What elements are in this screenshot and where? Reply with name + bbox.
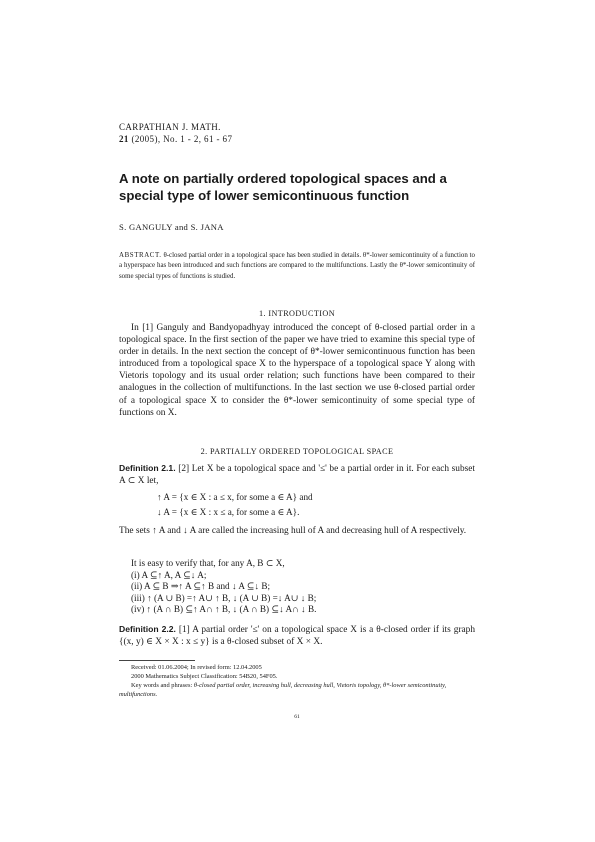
property-item: (iv) ↑ (A ∩ B) ⊆↑ A∩ ↑ B, ↓ (A ∩ B) ⊆↓ A∩ ↓ B.	[131, 604, 317, 615]
property-item: (i) A ⊆↑ A, A ⊆↓ A;	[131, 569, 207, 580]
issue-pages: (2005), No. 1 - 2, 61 - 67	[128, 134, 233, 144]
definition-2-1-label: Definition 2.1.	[119, 463, 176, 473]
definition-2-2-text: [1] A partial order '≤' on a topological space X is a θ-closed order if its graph {(x, y) ∈ X × X : x ≤ y} is a θ-closed subset of X × X.	[119, 625, 475, 648]
introduction-body	[119, 322, 475, 419]
journal-name: CARPATHIAN J. MATH.	[119, 122, 221, 132]
received-date: Received: 01.06.2004; In revised form: 12.04.2005	[131, 664, 262, 671]
properties-intro: It is easy to verify that, for any A, B ⊂ X,	[131, 558, 285, 568]
hull-properties	[119, 558, 475, 616]
definition-2-2	[119, 623, 475, 648]
msc-codes: 54B20, 54F05.	[237, 672, 278, 680]
authors: S. GANGULY and S. JANA	[119, 222, 224, 232]
definition-2-1-text: [2] Let X be a topological space and '≤' be a partial order in it. For each subset A ⊂ X let,	[119, 464, 475, 487]
msc-classification	[131, 673, 475, 682]
msc-label: 2000 Mathematics Subject Classification:	[131, 672, 238, 680]
property-item: (ii) A ⊆ B ⇒↑ A ⊆↑ B and ↓ A ⊆↓ B;	[131, 581, 271, 592]
footnote-rule	[119, 660, 195, 661]
section-heading-introduction: 1. INTRODUCTION	[258, 309, 336, 318]
hull-remark-text: The sets ↑ A and ↓ A are called the increasing hull of A and decreasing hull of A respectively.	[119, 526, 467, 536]
page-number: 61	[294, 714, 300, 720]
section-heading-posets: 2. PARTIALLY ORDERED TOPOLOGICAL SPACE	[200, 447, 394, 456]
keywords-label: Key words and phrases:	[131, 682, 193, 689]
abstract	[119, 251, 475, 282]
definition-2-1	[119, 462, 475, 487]
definition-2-2-label: Definition 2.2.	[119, 624, 176, 634]
abstract-label: ABSTRACT.	[119, 252, 162, 259]
increasing-hull-equation: ↑ A = {x ∈ X : a ≤ x, for some a ∈ A} and	[157, 492, 313, 502]
decreasing-hull-equation: ↓ A = {x ∈ X : x ≤ a, for some a ∈ A}.	[157, 506, 300, 517]
title-line-1: A note on partially ordered topological spaces and a	[119, 171, 447, 186]
abstract-text: θ-closed partial order in a topological space has been studied in details. θ*-lower semicontinuity of a function to a hyperspace has been introduced and such functions are compared to the multifunctions. Lastly the θ*-lower semicontinuity of some special types of functions is studied.	[119, 252, 475, 280]
introduction-paragraph: In [1] Ganguly and Bandyopadhyay introduced the concept of θ-closed partial order in a topological space. In the first section of the paper we have tried to examine this special type of order in details. In the next section the concept of θ*-lower semicontinuous function has been introduced from a topological space X to the hyperspace of a topological space Y along with Vietoris topology and its usual order relation; such functions have been compared to their analogues in the collection of multifunctions. In the last section we use θ-closed partial order of a topological space X to consider the θ*-lower semicontinuity of some special type of functions on X.	[119, 323, 475, 418]
title-line-2: special type of lower semicontinuous function	[119, 188, 410, 203]
journal-citation	[119, 133, 475, 145]
journal-header	[119, 121, 475, 145]
keywords-text: θ-closed partial order, increasing hull, decreasing hull, Vietoris topology, θ*-lower semicontinuity, multifunctions.	[119, 682, 447, 698]
paper-title	[119, 170, 475, 204]
hull-remark	[119, 525, 475, 537]
volume-number: 21	[119, 134, 129, 144]
property-item: (iii) ↑ (A ∪ B) =↑ A∪ ↑ B, ↓ (A ∪ B) =↓ A∪ ↓ B;	[131, 592, 317, 603]
keywords	[119, 682, 475, 700]
hull-equations	[119, 490, 475, 519]
footnotes	[119, 664, 475, 682]
